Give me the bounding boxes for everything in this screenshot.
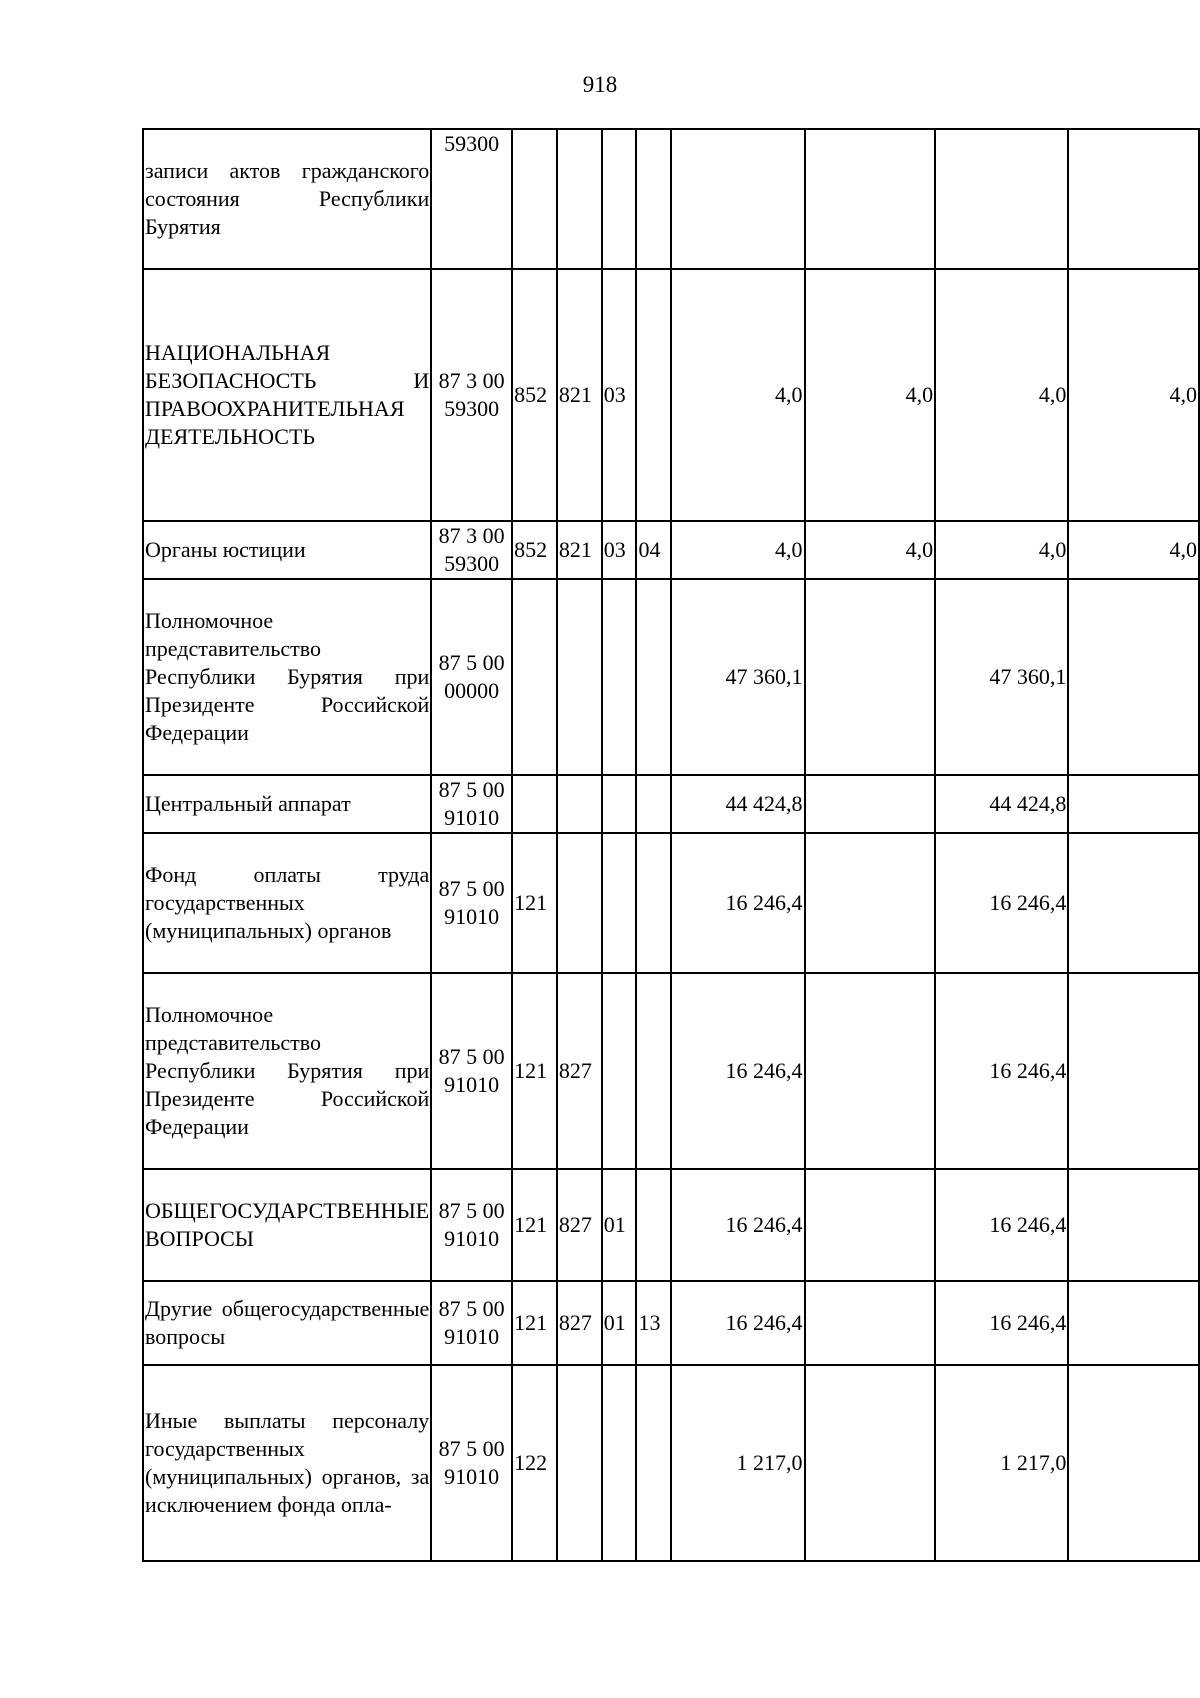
amount-col-2 xyxy=(805,1281,936,1365)
administrator-code xyxy=(557,775,602,833)
section-code: 03 xyxy=(602,269,637,521)
administrator-code xyxy=(557,579,602,775)
administrator-code xyxy=(557,833,602,973)
amount-col-3: 16 246,4 xyxy=(935,1169,1068,1281)
amount-col-3: 1 217,0 xyxy=(935,1365,1068,1561)
amount-col-2 xyxy=(805,775,936,833)
amount-col-2 xyxy=(805,579,936,775)
administrator-code xyxy=(557,1365,602,1561)
section-code xyxy=(602,775,637,833)
section-code: 01 xyxy=(602,1169,637,1281)
amount-col-1: 16 246,4 xyxy=(671,833,804,973)
amount-col-4: 4,0 xyxy=(1068,269,1199,521)
target-article-code: 87 5 00 91010 xyxy=(431,775,512,833)
amount-col-3: 44 424,8 xyxy=(935,775,1068,833)
target-article-code: 87 5 00 91010 xyxy=(431,1281,512,1365)
amount-col-3: 4,0 xyxy=(935,269,1068,521)
row-name: записи актов гражданского состояния Республики Бурятия xyxy=(143,129,431,269)
target-article-code: 59300 xyxy=(431,129,512,269)
table-row xyxy=(143,775,1199,833)
target-article-code: 87 3 00 59300 xyxy=(431,269,512,521)
subsection-code xyxy=(636,833,671,973)
row-name: Органы юстиции xyxy=(143,521,431,579)
amount-col-1: 16 246,4 xyxy=(671,1169,804,1281)
subsection-code xyxy=(636,973,671,1169)
page-number: 918 xyxy=(582,72,618,97)
expense-type-code: 121 xyxy=(512,833,557,973)
target-article-code: 87 5 00 91010 xyxy=(431,973,512,1169)
subsection-code xyxy=(636,129,671,269)
section-code xyxy=(602,129,637,269)
table-row xyxy=(143,579,1199,775)
target-article-code: 87 5 00 91010 xyxy=(431,1169,512,1281)
target-article-code: 87 3 00 59300 xyxy=(431,521,512,579)
amount-col-2 xyxy=(805,833,936,973)
amount-col-4 xyxy=(1068,833,1199,973)
amount-col-2 xyxy=(805,1169,936,1281)
amount-col-3: 16 246,4 xyxy=(935,1281,1068,1365)
table-row xyxy=(143,1169,1199,1281)
subsection-code: 04 xyxy=(636,521,671,579)
amount-col-1: 47 360,1 xyxy=(671,579,804,775)
amount-col-3: 16 246,4 xyxy=(935,833,1068,973)
budget-table xyxy=(142,128,1200,1562)
amount-col-3: 47 360,1 xyxy=(935,579,1068,775)
row-name: Другие общегосударственные вопросы xyxy=(143,1281,431,1365)
row-name: Иные выплаты персоналу государственных (муниципальных) органов, за исключением фонда опла- xyxy=(143,1365,431,1561)
expense-type-code xyxy=(512,579,557,775)
table-row xyxy=(143,833,1199,973)
administrator-code xyxy=(557,129,602,269)
subsection-code: 13 xyxy=(636,1281,671,1365)
amount-col-4 xyxy=(1068,129,1199,269)
expense-type-code: 121 xyxy=(512,1169,557,1281)
row-name: Полномочное представительство Республики Бурятия при Президенте Российской Федерации xyxy=(143,579,431,775)
table-row xyxy=(143,1365,1199,1561)
amount-col-2 xyxy=(805,973,936,1169)
section-code: 03 xyxy=(602,521,637,579)
row-name: Полномочное представительство Республики Бурятия при Президенте Российской Федерации xyxy=(143,973,431,1169)
row-name: Центральный аппарат xyxy=(143,775,431,833)
amount-col-4 xyxy=(1068,775,1199,833)
amount-col-1 xyxy=(671,129,804,269)
amount-col-1: 1 217,0 xyxy=(671,1365,804,1561)
table-row xyxy=(143,129,1199,269)
subsection-code xyxy=(636,1169,671,1281)
expense-type-code: 121 xyxy=(512,973,557,1169)
expense-type-code: 852 xyxy=(512,269,557,521)
administrator-code: 827 xyxy=(557,973,602,1169)
amount-col-1: 4,0 xyxy=(671,521,804,579)
subsection-code xyxy=(636,1365,671,1561)
amount-col-4 xyxy=(1068,1169,1199,1281)
expense-type-code: 121 xyxy=(512,1281,557,1365)
target-article-code: 87 5 00 00000 xyxy=(431,579,512,775)
subsection-code xyxy=(636,775,671,833)
row-name: ОБЩЕГОСУДАРСТВЕННЫЕ ВОПРОСЫ xyxy=(143,1169,431,1281)
amount-col-3 xyxy=(935,129,1068,269)
amount-col-1: 16 246,4 xyxy=(671,1281,804,1365)
amount-col-1: 4,0 xyxy=(671,269,804,521)
amount-col-4 xyxy=(1068,1365,1199,1561)
subsection-code xyxy=(636,269,671,521)
table-row xyxy=(143,973,1199,1169)
amount-col-1: 16 246,4 xyxy=(671,973,804,1169)
amount-col-2 xyxy=(805,1365,936,1561)
section-code xyxy=(602,973,637,1169)
administrator-code: 827 xyxy=(557,1169,602,1281)
amount-col-4: 4,0 xyxy=(1068,521,1199,579)
target-article-code: 87 5 00 91010 xyxy=(431,833,512,973)
section-code xyxy=(602,833,637,973)
expense-type-code: 852 xyxy=(512,521,557,579)
amount-col-3: 16 246,4 xyxy=(935,973,1068,1169)
table-row xyxy=(143,521,1199,579)
amount-col-2 xyxy=(805,129,936,269)
row-name: НАЦИОНАЛЬНАЯ БЕЗОПАСНОСТЬ И ПРАВООХРАНИТЕЛЬНАЯ ДЕЯТЕЛЬНОСТЬ xyxy=(143,269,431,521)
section-code xyxy=(602,1365,637,1561)
administrator-code: 821 xyxy=(557,521,602,579)
administrator-code: 821 xyxy=(557,269,602,521)
expense-type-code: 122 xyxy=(512,1365,557,1561)
table-row xyxy=(143,269,1199,521)
amount-col-4 xyxy=(1068,973,1199,1169)
amount-col-2: 4,0 xyxy=(805,269,936,521)
amount-col-4 xyxy=(1068,1281,1199,1365)
subsection-code xyxy=(636,579,671,775)
row-name: Фонд оплаты труда государственных (муниципальных) органов xyxy=(143,833,431,973)
expense-type-code xyxy=(512,129,557,269)
section-code: 01 xyxy=(602,1281,637,1365)
section-code xyxy=(602,579,637,775)
amount-col-4 xyxy=(1068,579,1199,775)
amount-col-3: 4,0 xyxy=(935,521,1068,579)
expense-type-code xyxy=(512,775,557,833)
amount-col-1: 44 424,8 xyxy=(671,775,804,833)
amount-col-2: 4,0 xyxy=(805,521,936,579)
administrator-code: 827 xyxy=(557,1281,602,1365)
table-row xyxy=(143,1281,1199,1365)
target-article-code: 87 5 00 91010 xyxy=(431,1365,512,1561)
